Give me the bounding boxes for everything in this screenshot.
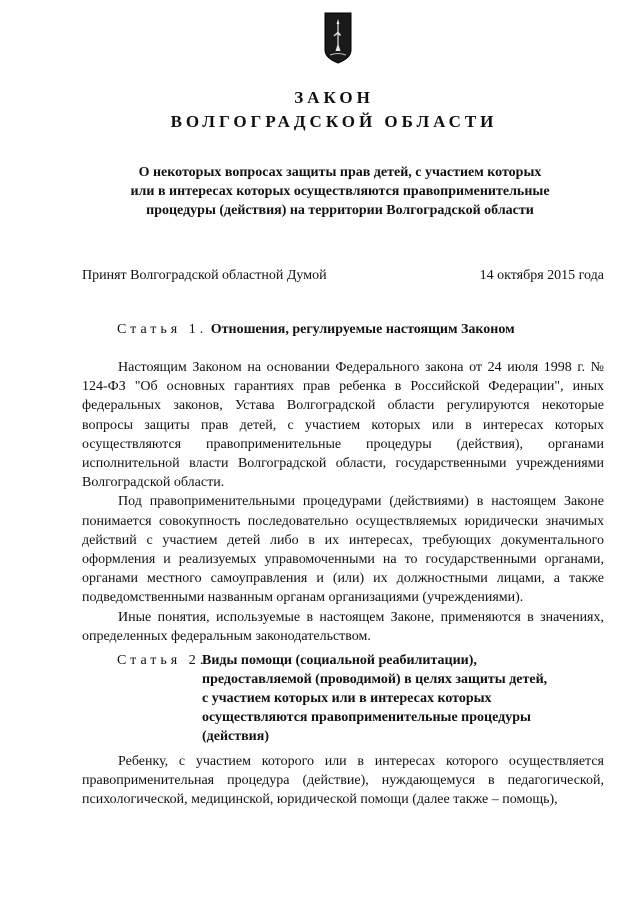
article-1-paragraph: Настоящим Законом на основании Федерального закона от 24 июля 1998 г. № 124-ФЗ "Об основных гарантиях прав ребенка в Российской Федерации", иных федеральных законов, Устава Волгоградской области регулируются некоторые вопросы защиты прав детей, с участием которых или в интересах которых осуществляются правоприменительные процедуры (действия), органами исполнительной власти Волгоградской области, государственными учреждениями Волгоградской области.	[82, 360, 604, 491]
law-heading: ЗАКОН	[294, 88, 374, 107]
article-2-title-line: Виды помощи (социальной реабилитации),	[202, 653, 477, 668]
adoption-body: Принят Волгоградской областной Думой	[82, 268, 327, 283]
law-title	[110, 163, 570, 220]
article-1-body	[82, 358, 604, 646]
law-title-line: или в интересах которых осуществляются правоприменительные	[130, 184, 550, 199]
adoption-date: 14 октября 2015 года	[479, 268, 604, 283]
law-title-line: процедуры (действия) на территории Волгоградской области	[146, 203, 534, 218]
article-2-title	[202, 651, 602, 746]
article-1-title: Отношения, регулируемые настоящим Законом	[210, 322, 515, 337]
region-heading: ВОЛГОГРАДСКОЙ ОБЛАСТИ	[170, 112, 498, 131]
article-1-paragraph: Под правоприменительными процедурами (действиями) в настоящем Законе понимается совокупность последовательно осуществляемых юридически значимых действий с участием детей либо в их интересах, требующих документального оформления и реализуемых управомоченными на то государственными органами, органами местного самоуправления и (или) их должностными лицами, а также подведомственными названным органам организациями (учреждениями).	[82, 494, 604, 606]
article-1-heading	[117, 320, 515, 339]
article-2-title-line: с участием которых или в интересах которых	[202, 691, 492, 706]
article-2-paragraph: Ребенку, с участием которого или в интересах которого осуществляется правоприменительная процедура (действие), нуждающемуся в педагогической, психологической, медицинской, юридической помощи (далее также – помощь),	[82, 754, 604, 808]
article-2-title-line: осуществляются правоприменительные процедуры	[202, 710, 531, 725]
article-2-label: Статья 2.	[117, 653, 208, 668]
article-2-title-line: (действия)	[202, 729, 269, 744]
article-1-paragraph: Иные понятия, используемые в настоящем Законе, применяются в значениях, определенных федеральным законодательством.	[82, 609, 604, 644]
article-1-label: Статья 1.	[117, 322, 208, 337]
coat-of-arms-icon	[324, 12, 352, 64]
law-title-line: О некоторых вопросах защиты прав детей, с участием которых	[138, 165, 542, 180]
article-2-body	[82, 752, 604, 810]
article-2-title-line: предоставляемой (проводимой) в целях защиты детей,	[202, 672, 548, 687]
